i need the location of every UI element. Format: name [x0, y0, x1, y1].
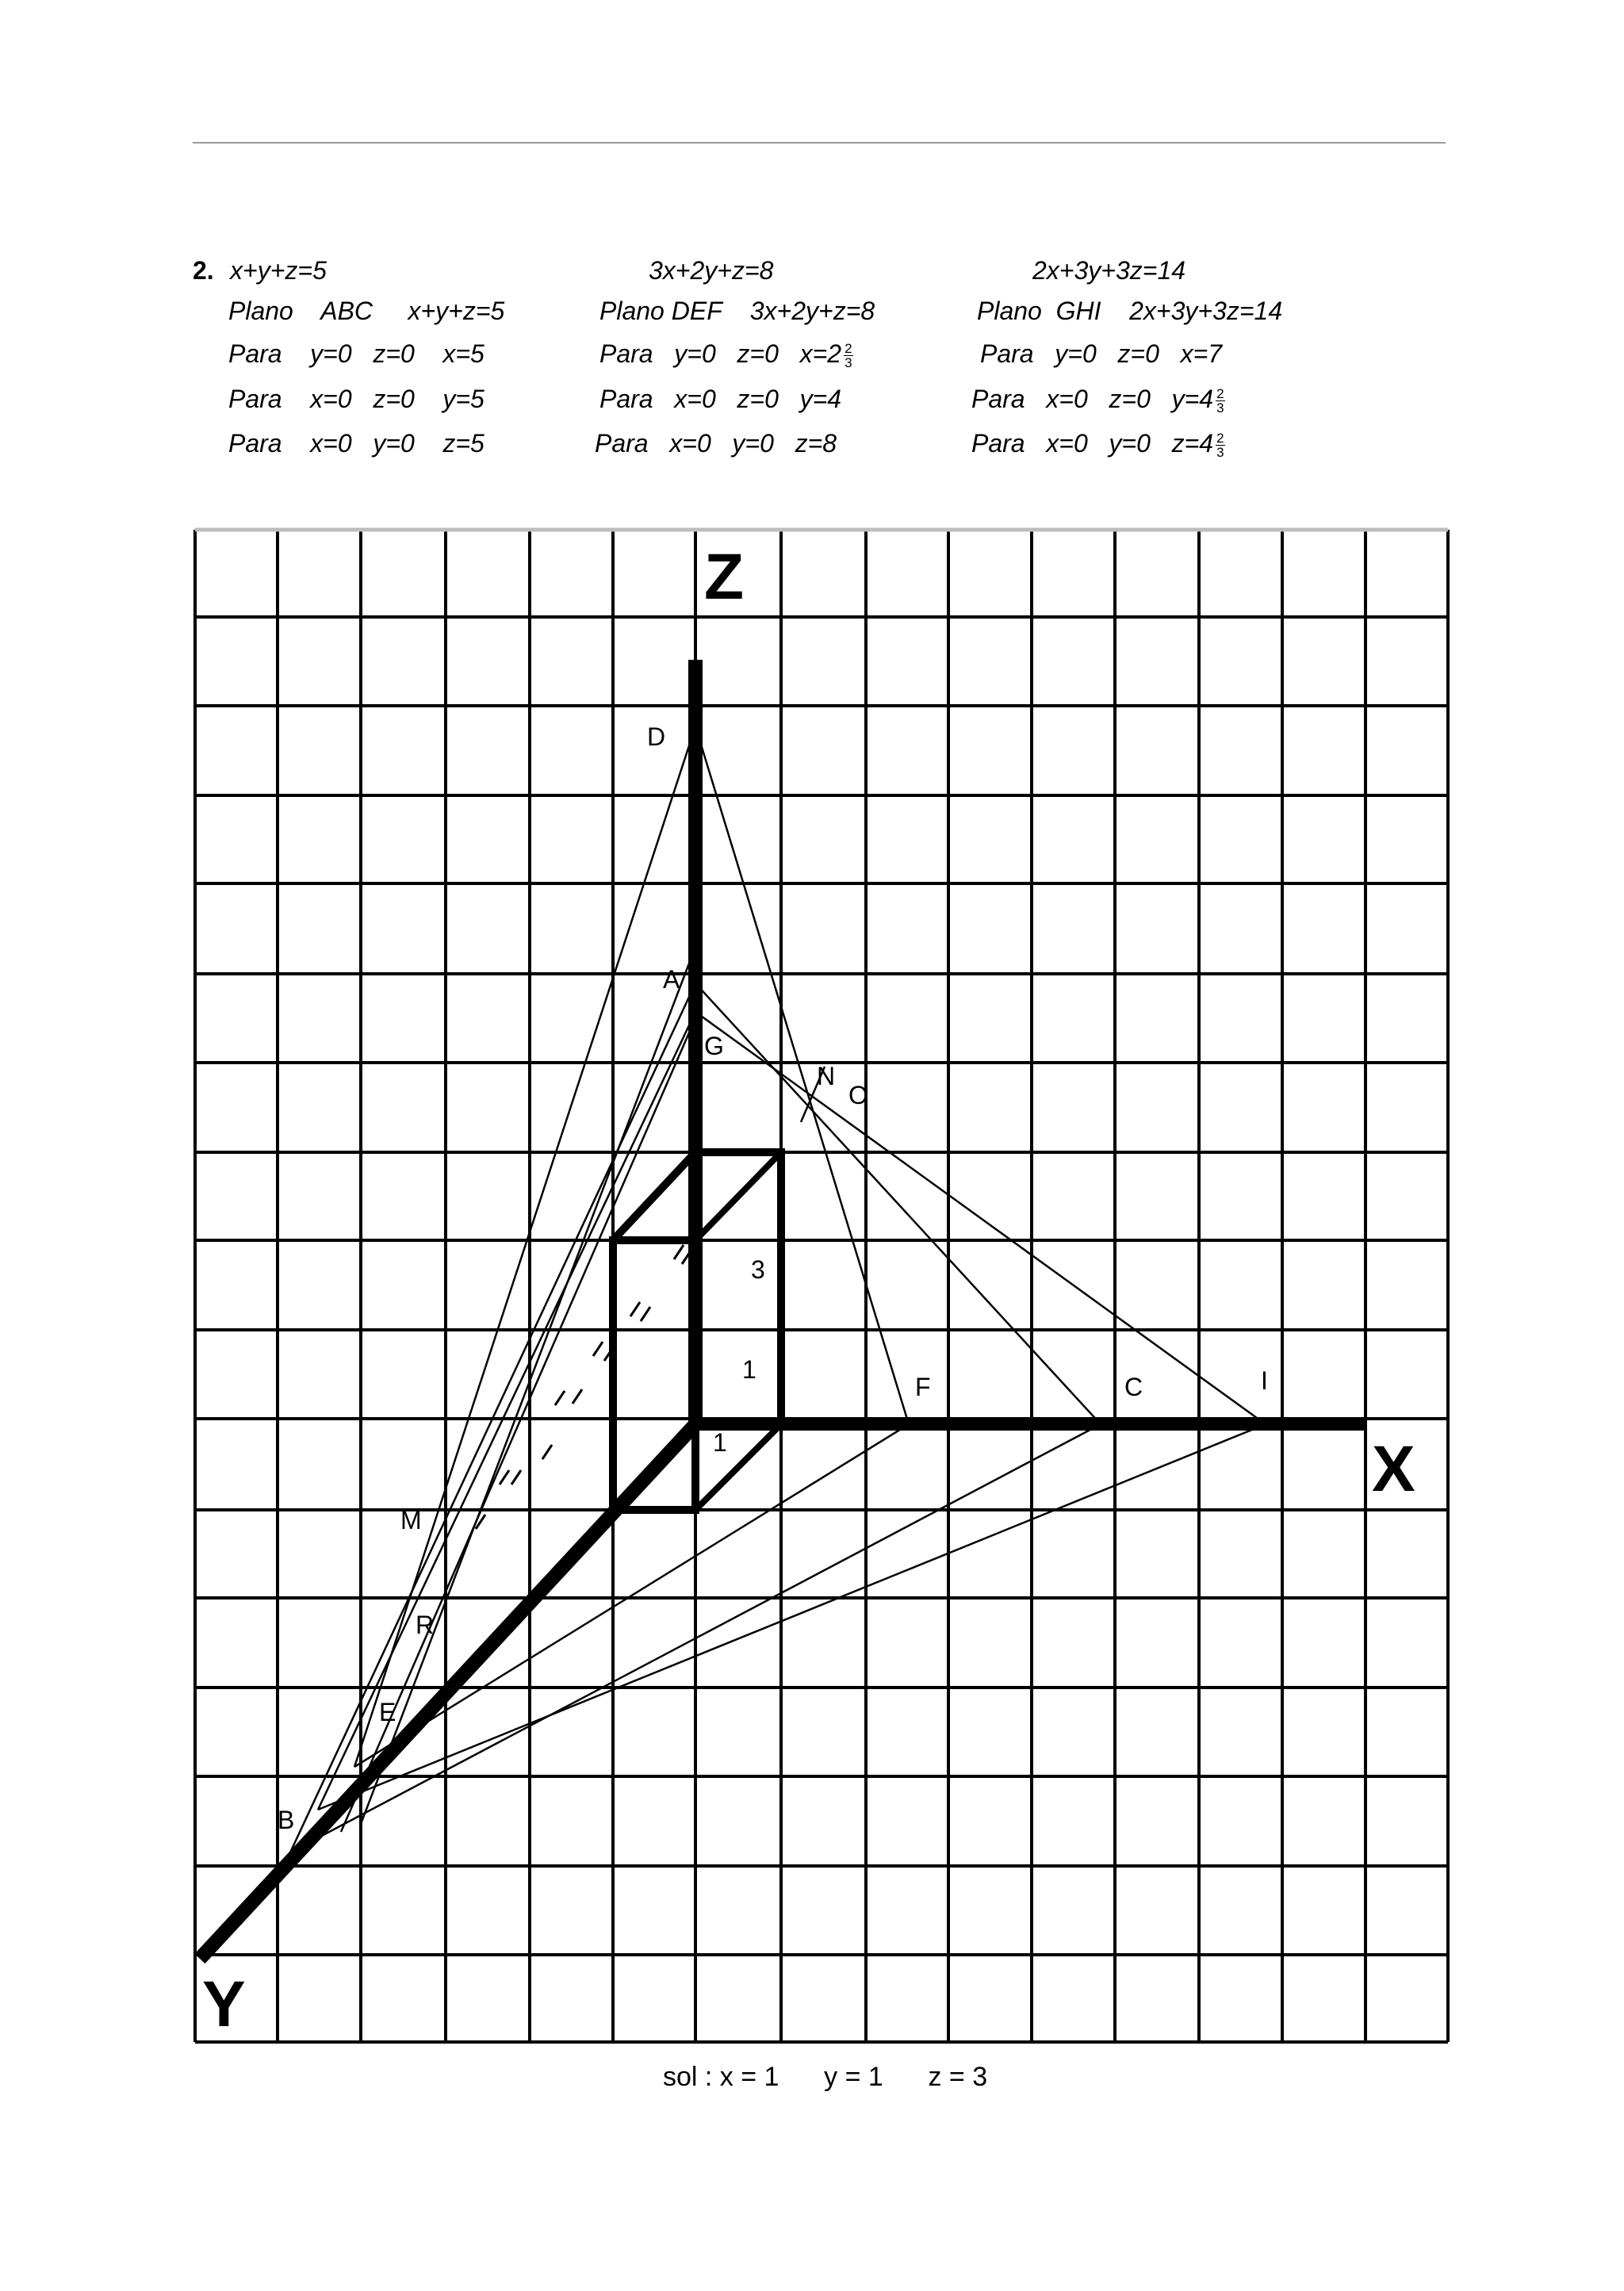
point-label-d: D: [647, 722, 666, 751]
point-label-g: G: [704, 1032, 724, 1060]
trace-d-f: [695, 726, 909, 1424]
trace-e-f: [354, 1424, 909, 1767]
equation-3: 2x+3y+3z=14: [1032, 256, 1186, 285]
fraction: $\frac{2}{3}$: [1216, 386, 1224, 416]
trace-g-h: [318, 1012, 695, 1810]
abc-row-1: Para y=0 z=0 x=5: [228, 339, 485, 368]
plane-abc: Plano ABC x+y+z=5: [228, 297, 505, 325]
plane-ghi: Plano GHI 2x+3y+3z=14: [977, 297, 1283, 325]
abc-row-3: Para x=0 y=0 z=5: [228, 429, 485, 458]
def-row-1: Para y=0 z=0 x=2 $\frac{2}{3}$: [599, 339, 852, 371]
abc-row-2: Para x=0 z=0 y=5: [228, 385, 485, 413]
y-axis: [200, 1424, 695, 1959]
point-label-r: R: [416, 1611, 435, 1639]
ghi-row-1: Para y=0 z=0 x=7: [980, 339, 1223, 368]
point-label-i: I: [1261, 1366, 1268, 1395]
point-label-c: C: [1124, 1373, 1143, 1401]
point-label-e: E: [379, 1698, 396, 1726]
figure-labels: [202, 541, 1415, 2040]
cube-label-upper: 1: [742, 1355, 756, 1384]
trace-h-i: [318, 1424, 1266, 1810]
cube-label-z: 3: [751, 1255, 765, 1284]
point-label-a: A: [663, 965, 680, 994]
def-row-2: Para x=0 z=0 y=4: [599, 385, 842, 413]
point-label-f: F: [915, 1373, 931, 1401]
fraction: $\frac{2}{3}$: [1216, 431, 1224, 461]
equation-2: 3x+2y+z=8: [649, 256, 774, 285]
plane-def: Plano DEF 3x+2y+z=8: [599, 297, 875, 325]
ghi-row-2: Para x=0 z=0 y=4 $\frac{2}{3}$: [971, 385, 1224, 416]
def-row-3: Para x=0 y=0 z=8: [595, 429, 837, 458]
ghi-row-3: Para x=0 y=0 z=4 $\frac{2}{3}$: [971, 429, 1224, 461]
point-label-o: O: [848, 1081, 868, 1109]
equation-1: x+y+z=5: [230, 256, 327, 285]
axis-label-z: Z: [704, 541, 745, 613]
point-label-m: M: [400, 1506, 422, 1534]
grid: [195, 530, 1448, 2042]
problem-number: 2.: [193, 256, 214, 285]
cube-label-lower: 1: [713, 1428, 727, 1457]
axis-label-x: X: [1372, 1433, 1415, 1505]
solution-text: sol : x = 1 y = 1 z = 3: [663, 2062, 988, 2092]
point-label-b: B: [278, 1806, 295, 1834]
axis-label-y: Y: [202, 1968, 246, 2040]
point-label-n: N: [817, 1062, 836, 1090]
fraction: $\frac{2}{3}$: [845, 341, 852, 371]
